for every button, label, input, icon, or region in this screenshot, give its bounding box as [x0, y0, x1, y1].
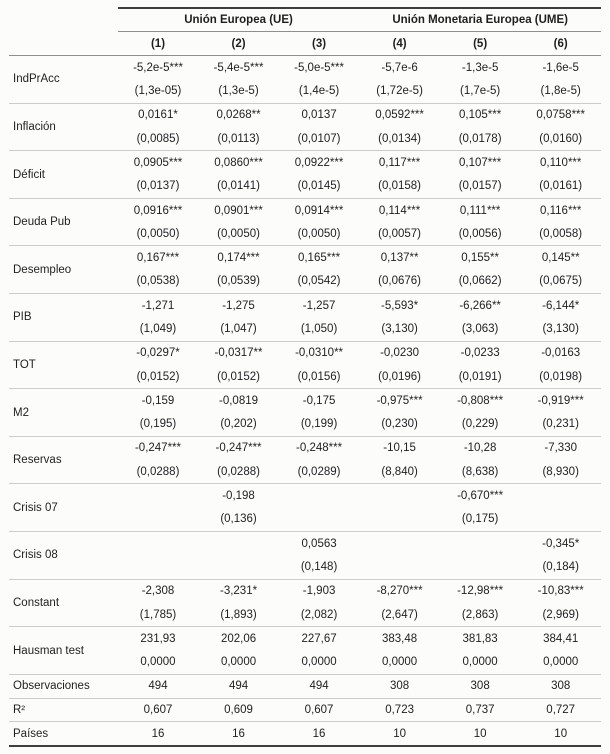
coef-cell: 0,0758***	[520, 103, 601, 127]
coef-cell: 0,0914***	[279, 198, 360, 222]
coef-cell: 0,105***	[440, 103, 521, 127]
table-body	[9, 56, 601, 746]
stat-label: R²	[9, 698, 118, 722]
coef-cell: -0,670***	[440, 484, 521, 508]
coef-cell	[118, 532, 199, 556]
column-header-row	[9, 32, 601, 56]
se-cell: (1,050)	[300, 323, 338, 335]
stat-pvalue-cell: 0,0000	[543, 656, 579, 669]
stat-value-cell: 10	[440, 722, 521, 746]
column-header-2: (2)	[198, 32, 279, 56]
stat-pvalue-cell: 0,0000	[140, 656, 176, 669]
coef-row	[9, 341, 601, 365]
se-cell: (0,0198)	[539, 370, 583, 383]
coef-cell: -0,0163	[520, 341, 601, 365]
stat-value-cell: 384,41	[520, 627, 601, 651]
se-cell: (0,0156)	[297, 370, 341, 383]
coef-cell: -0,345*	[520, 532, 601, 556]
se-cell	[279, 508, 360, 532]
coef-cell: -1,903	[279, 579, 360, 603]
se-cell: (0,0141)	[217, 180, 260, 193]
stat-value-cell: 0,727	[520, 698, 601, 722]
coef-cell: -5,593*	[359, 294, 440, 318]
se-cell: (2,082)	[300, 608, 338, 621]
se-cell: (2,863)	[461, 608, 499, 621]
coef-cell: 0,114***	[359, 198, 440, 222]
se-cell: (1,4e-5)	[298, 85, 340, 98]
se-cell: (0,0191)	[458, 370, 502, 383]
coef-cell: 0,0268**	[198, 103, 279, 127]
coef-cell: -10,15	[359, 436, 440, 460]
se-cell: (0,199)	[300, 418, 338, 431]
se-cell: (0,0152)	[217, 370, 260, 383]
coef-row	[9, 103, 601, 127]
se-cell: (0,0196)	[378, 370, 422, 383]
stat-pvalue-cell: 0,0000	[382, 656, 418, 669]
variable-label: Déficit	[9, 151, 118, 199]
coef-cell: -6,266**	[440, 294, 521, 318]
corner-cell	[9, 8, 118, 32]
coef-cell: -5,2e-5***	[118, 56, 199, 80]
coef-cell: -0,0233	[440, 341, 521, 365]
se-cell: (0,0158)	[378, 180, 422, 193]
stat-value-cell: 308	[440, 674, 521, 698]
se-cell: (0,0288)	[136, 465, 180, 478]
stat-pvalue-cell: 0,0000	[220, 656, 257, 669]
stat-label: Hausman test	[9, 627, 118, 675]
se-cell: (1,3e-5)	[218, 85, 259, 98]
se-cell: (0,0675)	[539, 275, 583, 288]
se-cell: (0,148)	[300, 560, 338, 573]
se-cell: (0,0057)	[378, 227, 422, 240]
coef-cell: -0,248***	[279, 436, 360, 460]
se-cell: (0,0542)	[297, 275, 341, 288]
se-cell: (8,840)	[381, 465, 418, 478]
se-cell: (1,893)	[220, 608, 257, 621]
coef-cell: 0,0905***	[118, 151, 199, 175]
se-cell: (0,0085)	[136, 132, 180, 145]
se-cell: (0,0056)	[458, 227, 502, 240]
corner-cell-2	[9, 32, 118, 56]
se-cell: (1,72e-5)	[376, 85, 423, 98]
se-cell	[118, 508, 199, 532]
coef-cell: -12,98***	[440, 579, 521, 603]
group-header-ume: Unión Monetaria Europea (UME)	[359, 8, 601, 32]
variable-label: Reservas	[9, 436, 118, 484]
coef-cell: -6,144*	[520, 294, 601, 318]
column-header-3: (3)	[279, 32, 360, 56]
column-header-6: (6)	[520, 32, 601, 56]
stat-value-cell: 0,607	[279, 698, 360, 722]
coef-cell: -0,0317**	[198, 341, 279, 365]
coef-cell: -1,271	[118, 294, 199, 318]
se-cell: (2,647)	[381, 608, 418, 621]
se-cell	[440, 555, 521, 579]
coef-cell: 0,111***	[440, 198, 521, 222]
coef-cell: 0,0922***	[279, 151, 360, 175]
stat-row	[9, 722, 601, 746]
coef-row	[9, 151, 601, 175]
se-cell: (0,175)	[461, 513, 499, 526]
column-header-4: (4)	[359, 32, 440, 56]
coef-cell: -0,159	[118, 389, 199, 413]
se-cell: (0,0137)	[136, 180, 180, 193]
se-cell: (0,195)	[139, 418, 177, 431]
coef-cell: -0,0310**	[279, 341, 360, 365]
se-cell	[198, 555, 279, 579]
stat-row	[9, 698, 601, 722]
stat-value-cell: 10	[520, 722, 601, 746]
se-cell: (3,130)	[542, 323, 579, 335]
coef-cell: -5,7e-6	[359, 56, 440, 80]
stat-value-cell: 202,06	[198, 627, 279, 651]
se-cell: (0,0538)	[136, 275, 180, 288]
se-cell: (1,049)	[139, 323, 177, 335]
stat-value-cell: 227,67	[279, 627, 360, 651]
coef-cell: 0,174***	[198, 246, 279, 270]
stat-value-cell: 16	[279, 722, 360, 746]
coef-cell: 0,0592***	[359, 103, 440, 127]
coef-row	[9, 198, 601, 222]
stat-value-cell: 494	[118, 674, 199, 698]
se-cell: (0,0050)	[217, 227, 260, 240]
stat-value-cell: 0,737	[440, 698, 521, 722]
se-cell: (3,063)	[461, 323, 499, 335]
se-cell: (0,0676)	[378, 275, 422, 288]
coef-cell: -0,919***	[520, 389, 601, 413]
coef-cell: -0,808***	[440, 389, 521, 413]
variable-label: IndPrAcc	[9, 56, 118, 104]
stat-value-cell: 0,723	[359, 698, 440, 722]
se-cell: (1,3e-05)	[134, 85, 182, 98]
column-header-1: (1)	[118, 32, 199, 56]
coef-row	[9, 579, 601, 603]
se-cell: (0,202)	[220, 418, 257, 431]
coef-cell: -1,257	[279, 294, 360, 318]
coef-cell: -1,3e-5	[440, 56, 521, 80]
coef-cell: -0,175	[279, 389, 360, 413]
coef-cell: -0,0230	[359, 341, 440, 365]
group-header-ue: Unión Europea (UE)	[118, 8, 360, 32]
se-cell: (0,0107)	[297, 132, 341, 145]
coef-cell: -1,275	[198, 294, 279, 318]
stat-row	[9, 627, 601, 651]
se-cell: (0,136)	[220, 513, 257, 526]
variable-label: TOT	[9, 341, 118, 389]
stat-pvalue-cell: 0,0000	[462, 656, 498, 669]
se-cell: (0,184)	[542, 560, 579, 573]
stat-value-cell: 381,83	[440, 627, 521, 651]
coef-cell: 0,155**	[440, 246, 521, 270]
se-cell: (1,7e-5)	[459, 85, 501, 98]
coef-cell: 0,167***	[118, 246, 199, 270]
coef-cell: 0,0916***	[118, 198, 199, 222]
se-cell: (3,130)	[381, 323, 418, 335]
stat-value-cell: 308	[520, 674, 601, 698]
variable-label: Constant	[9, 579, 118, 627]
coef-cell	[359, 484, 440, 508]
coef-row	[9, 436, 601, 460]
stat-value-cell: 383,48	[359, 627, 440, 651]
coef-cell	[440, 532, 521, 556]
coef-cell: -0,247***	[198, 436, 279, 460]
coef-cell: 0,0901***	[198, 198, 279, 222]
se-cell	[520, 508, 601, 532]
se-cell: (1,047)	[220, 323, 257, 335]
coef-cell: 0,137**	[359, 246, 440, 270]
coef-cell: 0,0860***	[198, 151, 279, 175]
se-cell: (0,0145)	[297, 180, 341, 193]
se-cell: (0,0539)	[217, 275, 260, 288]
se-cell: (0,0288)	[217, 465, 260, 478]
stat-label: Observaciones	[9, 674, 118, 698]
coef-cell: 0,116***	[520, 198, 601, 222]
coef-cell: -0,0819	[198, 389, 279, 413]
se-cell: (0,0050)	[297, 227, 341, 240]
stat-value-cell: 494	[279, 674, 360, 698]
coef-cell: -10,83***	[520, 579, 601, 603]
coef-cell: -5,0e-5***	[279, 56, 360, 80]
coef-row	[9, 294, 601, 318]
se-cell: (0,0662)	[458, 275, 502, 288]
coef-cell: -5,4e-5***	[198, 56, 279, 80]
stat-value-cell: 494	[198, 674, 279, 698]
se-cell: (8,930)	[542, 465, 579, 478]
coef-cell	[359, 532, 440, 556]
regression-results-table	[9, 7, 601, 747]
variable-label: M2	[9, 389, 118, 437]
se-cell: (0,229)	[461, 418, 499, 431]
coef-cell: -8,270***	[359, 579, 440, 603]
coef-cell	[198, 532, 279, 556]
stat-value-cell: 0,607	[118, 698, 199, 722]
variable-label: Desempleo	[9, 246, 118, 294]
stat-value-cell: 231,93	[118, 627, 199, 651]
coef-cell	[279, 484, 360, 508]
se-cell: (0,0160)	[539, 132, 583, 145]
stat-value-cell: 0,609	[198, 698, 279, 722]
coef-cell: 0,0161*	[118, 103, 199, 127]
se-cell: (0,0050)	[136, 227, 180, 240]
coef-cell: -1,6e-5	[520, 56, 601, 80]
coef-row	[9, 389, 601, 413]
variable-label: Deuda Pub	[9, 198, 118, 246]
coef-cell: -10,28	[440, 436, 521, 460]
coef-cell: -0,975***	[359, 389, 440, 413]
se-cell	[118, 555, 199, 579]
se-cell: (1,8e-5)	[540, 85, 581, 98]
se-cell: (0,0152)	[136, 370, 180, 383]
group-header-row	[9, 8, 601, 32]
se-cell: (0,0157)	[458, 180, 502, 193]
coef-row	[9, 56, 601, 80]
se-cell: (0,0161)	[539, 180, 583, 193]
variable-label: PIB	[9, 294, 118, 342]
coef-cell: -2,308	[118, 579, 199, 603]
coef-cell: -0,198	[198, 484, 279, 508]
coef-cell: 0,165***	[279, 246, 360, 270]
stat-row	[9, 674, 601, 698]
se-cell: (8,638)	[461, 465, 499, 478]
se-cell: (0,231)	[542, 418, 579, 431]
se-cell	[359, 508, 440, 532]
coef-cell: 0,145**	[520, 246, 601, 270]
coef-cell	[520, 484, 601, 508]
coef-cell: 0,0563	[279, 532, 360, 556]
stat-value-cell: 16	[118, 722, 199, 746]
se-cell: (0,0058)	[539, 227, 583, 240]
stat-value-cell: 16	[198, 722, 279, 746]
se-cell: (0,0289)	[297, 465, 341, 478]
se-cell: (0,0134)	[378, 132, 422, 145]
se-cell: (2,969)	[542, 608, 579, 621]
coef-cell	[118, 484, 199, 508]
se-cell: (1,785)	[139, 608, 177, 621]
se-cell: (0,0113)	[217, 132, 260, 145]
se-cell: (0,230)	[381, 418, 418, 431]
coef-cell: 0,0137	[279, 103, 360, 127]
coef-cell: 0,107***	[440, 151, 521, 175]
variable-label: Inflación	[9, 103, 118, 151]
coef-row	[9, 532, 601, 556]
coef-row	[9, 246, 601, 270]
stat-value-cell: 308	[359, 674, 440, 698]
coef-cell: 0,110***	[520, 151, 601, 175]
stat-label: Países	[9, 722, 118, 746]
variable-label: Crisis 08	[9, 532, 118, 580]
stat-value-cell: 10	[359, 722, 440, 746]
coef-cell: -0,0297*	[118, 341, 199, 365]
variable-label: Crisis 07	[9, 484, 118, 532]
coef-cell: -3,231*	[198, 579, 279, 603]
coef-cell: -0,247***	[118, 436, 199, 460]
coef-cell: -7,330	[520, 436, 601, 460]
se-cell	[359, 555, 440, 579]
se-cell: (0,0178)	[458, 132, 502, 145]
coef-cell: 0,117***	[359, 151, 440, 175]
column-header-5: (5)	[440, 32, 521, 56]
coef-row	[9, 484, 601, 508]
stat-pvalue-cell: 0,0000	[301, 656, 337, 669]
